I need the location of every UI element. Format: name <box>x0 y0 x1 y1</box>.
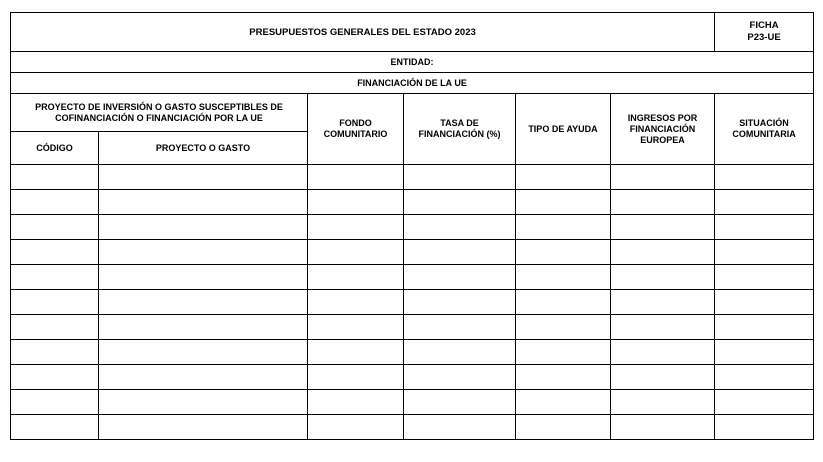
header-tasa: TASA DE FINANCIACIÓN (%) <box>404 94 516 165</box>
cell-situacion[interactable] <box>715 265 814 290</box>
title-row <box>11 13 814 52</box>
cell-tasa[interactable] <box>404 215 516 240</box>
form-title: PRESUPUESTOS GENERALES DEL ESTADO 2023 <box>11 13 715 52</box>
cell-codigo[interactable] <box>11 165 99 190</box>
cell-tasa[interactable] <box>404 240 516 265</box>
header-proyecto-group: PROYECTO DE INVERSIÓN O GASTO SUSCEPTIBLES DE COFINANCIACIÓN O FINANCIACIÓN POR LA UE <box>11 94 308 132</box>
cell-proyecto-gasto[interactable] <box>99 290 308 315</box>
cell-tasa[interactable] <box>404 290 516 315</box>
cell-codigo[interactable] <box>11 365 99 390</box>
cell-ingresos[interactable] <box>611 365 715 390</box>
table-row <box>11 240 814 265</box>
cell-tipo-ayuda[interactable] <box>516 340 611 365</box>
cell-codigo[interactable] <box>11 340 99 365</box>
cell-proyecto-gasto[interactable] <box>99 365 308 390</box>
cell-tasa[interactable] <box>404 315 516 340</box>
cell-tipo-ayuda[interactable] <box>516 415 611 440</box>
cell-tipo-ayuda[interactable] <box>516 190 611 215</box>
cell-fondo[interactable] <box>308 265 404 290</box>
cell-tipo-ayuda[interactable] <box>516 215 611 240</box>
cell-proyecto-gasto[interactable] <box>99 315 308 340</box>
cell-fondo[interactable] <box>308 340 404 365</box>
ficha-code: P23-UE <box>747 32 781 43</box>
cell-codigo[interactable] <box>11 315 99 340</box>
data-rows <box>11 165 814 440</box>
cell-situacion[interactable] <box>715 215 814 240</box>
entidad-row <box>11 52 814 73</box>
header-situacion: SITUACIÓN COMUNITARIA <box>715 94 814 165</box>
cell-ingresos[interactable] <box>611 190 715 215</box>
table-row <box>11 390 814 415</box>
table-row <box>11 365 814 390</box>
ficha-box <box>715 13 814 52</box>
cell-fondo[interactable] <box>308 365 404 390</box>
cell-tipo-ayuda[interactable] <box>516 390 611 415</box>
cell-ingresos[interactable] <box>611 415 715 440</box>
section-row <box>11 73 814 94</box>
cell-tipo-ayuda[interactable] <box>516 315 611 340</box>
cell-ingresos[interactable] <box>611 165 715 190</box>
cell-proyecto-gasto[interactable] <box>99 265 308 290</box>
cell-codigo[interactable] <box>11 390 99 415</box>
table-row <box>11 415 814 440</box>
cell-situacion[interactable] <box>715 390 814 415</box>
table-row <box>11 340 814 365</box>
header-tipo-ayuda: TIPO DE AYUDA <box>516 94 611 165</box>
cell-situacion[interactable] <box>715 190 814 215</box>
cell-situacion[interactable] <box>715 240 814 265</box>
cell-proyecto-gasto[interactable] <box>99 215 308 240</box>
cell-tipo-ayuda[interactable] <box>516 265 611 290</box>
cell-tipo-ayuda[interactable] <box>516 240 611 265</box>
cell-fondo[interactable] <box>308 165 404 190</box>
cell-tipo-ayuda[interactable] <box>516 365 611 390</box>
cell-fondo[interactable] <box>308 240 404 265</box>
cell-tasa[interactable] <box>404 165 516 190</box>
cell-tasa[interactable] <box>404 390 516 415</box>
column-header-row-1 <box>11 94 814 132</box>
cell-fondo[interactable] <box>308 415 404 440</box>
cell-tasa[interactable] <box>404 365 516 390</box>
entidad-field[interactable] <box>11 52 814 73</box>
entidad-label: ENTIDAD: <box>390 56 434 67</box>
cell-situacion[interactable] <box>715 165 814 190</box>
cell-ingresos[interactable] <box>611 265 715 290</box>
cell-situacion[interactable] <box>715 415 814 440</box>
cell-fondo[interactable] <box>308 390 404 415</box>
table-row <box>11 315 814 340</box>
cell-proyecto-gasto[interactable] <box>99 415 308 440</box>
cell-proyecto-gasto[interactable] <box>99 190 308 215</box>
cell-fondo[interactable] <box>308 215 404 240</box>
cell-codigo[interactable] <box>11 240 99 265</box>
cell-situacion[interactable] <box>715 340 814 365</box>
cell-proyecto-gasto[interactable] <box>99 165 308 190</box>
cell-proyecto-gasto[interactable] <box>99 390 308 415</box>
table-row <box>11 215 814 240</box>
cell-ingresos[interactable] <box>611 215 715 240</box>
cell-tipo-ayuda[interactable] <box>516 290 611 315</box>
table-row <box>11 290 814 315</box>
cell-fondo[interactable] <box>308 315 404 340</box>
cell-proyecto-gasto[interactable] <box>99 240 308 265</box>
table-row <box>11 165 814 190</box>
cell-tasa[interactable] <box>404 190 516 215</box>
table-row <box>11 265 814 290</box>
cell-ingresos[interactable] <box>611 315 715 340</box>
cell-tipo-ayuda[interactable] <box>516 165 611 190</box>
cell-proyecto-gasto[interactable] <box>99 340 308 365</box>
cell-codigo[interactable] <box>11 415 99 440</box>
cell-codigo[interactable] <box>11 290 99 315</box>
cell-ingresos[interactable] <box>611 240 715 265</box>
cell-codigo[interactable] <box>11 265 99 290</box>
section-title: FINANCIACIÓN DE LA UE <box>11 73 814 94</box>
cell-tasa[interactable] <box>404 265 516 290</box>
cell-situacion[interactable] <box>715 315 814 340</box>
cell-tasa[interactable] <box>404 415 516 440</box>
cell-fondo[interactable] <box>308 190 404 215</box>
cell-fondo[interactable] <box>308 290 404 315</box>
table-row <box>11 190 814 215</box>
cell-tasa[interactable] <box>404 340 516 365</box>
cell-codigo[interactable] <box>11 215 99 240</box>
header-codigo: CÓDIGO <box>11 132 99 165</box>
header-ingresos: INGRESOS POR FINANCIACIÓN EUROPEA <box>611 94 715 165</box>
cell-codigo[interactable] <box>11 190 99 215</box>
ficha-label: FICHA <box>749 20 779 31</box>
budget-form-table <box>10 12 814 440</box>
cell-situacion[interactable] <box>715 365 814 390</box>
header-proyecto-gasto: PROYECTO O GASTO <box>99 132 308 165</box>
cell-ingresos[interactable] <box>611 290 715 315</box>
cell-ingresos[interactable] <box>611 340 715 365</box>
header-fondo: FONDO COMUNITARIO <box>308 94 404 165</box>
cell-ingresos[interactable] <box>611 390 715 415</box>
cell-situacion[interactable] <box>715 290 814 315</box>
